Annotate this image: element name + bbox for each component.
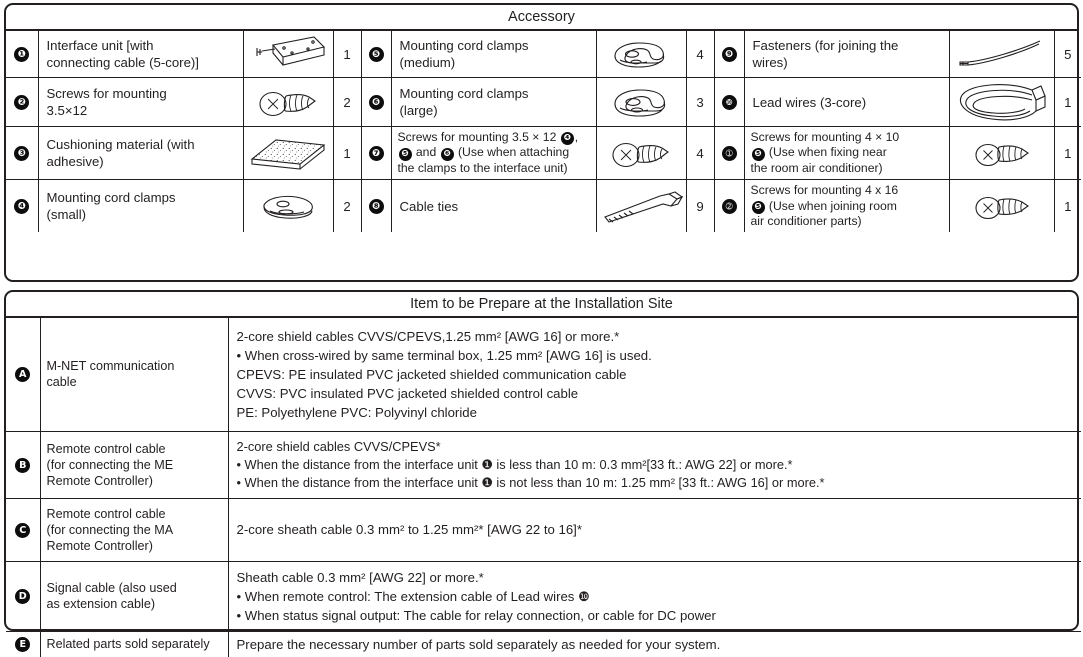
accessory-label-4-line2: (small) (46, 207, 87, 223)
accessory-label-11-line1: Screws for mounting 4 × 10 (750, 130, 900, 144)
circled-number-icon: ❷ (14, 95, 29, 110)
prepare-table-title: Item to be Prepare at the Installation Site (6, 292, 1077, 318)
accessory-marker-2 (6, 78, 38, 127)
circled-number-icon: ❾ (722, 47, 737, 62)
accessory-label-2-line2: 3.5×12 (46, 103, 88, 118)
accessory-qty-3: 1 (333, 127, 361, 180)
accessory-marker-12 (714, 180, 744, 233)
accessory-label-5 (391, 31, 596, 78)
accessory-label-9-line2: wires) (752, 55, 788, 70)
accessory-label-10 (744, 78, 949, 127)
cord-clamp-icon (596, 78, 686, 127)
cushion-pad-icon (243, 127, 333, 180)
accessory-label-8-line1: Cable ties (399, 198, 459, 214)
accessory-label-3-line1: Cushioning material (with (46, 137, 195, 153)
accessory-label-11-line2: (Use when fixing near (765, 145, 887, 160)
accessory-label-7: Screws for mounting 3.5 × 12 ❹ , ❺ and ❻ (Use when attaching the clamps to the interface unit) (391, 127, 596, 180)
prepare-name-d-line1: Signal cable (also used (46, 581, 177, 595)
accessory-qty-11: 1 (1054, 127, 1081, 180)
prepare-name-d (40, 561, 228, 631)
accessory-label-3-line2: adhesive) (46, 154, 104, 170)
tapping-screw-icon (596, 127, 686, 180)
spec-line: • When cross-wired by same terminal box, 1.25 mm² [AWG 16] is used. (236, 347, 652, 363)
accessory-label-11-line3: the room air conditioner) (750, 160, 883, 175)
prepare-name-e-line1: Related parts sold separately (46, 636, 210, 651)
accessory-label-1 (38, 31, 243, 78)
accessory-label-7-line3: (Use when attaching (454, 145, 570, 160)
circled-letter-icon: A (15, 367, 30, 382)
prepare-name-a-line1: M-NET communication (46, 359, 175, 374)
accessory-qty-8: 9 (686, 180, 714, 233)
spec-line: • When the distance from the interface unit ❶ is less than 10 m: 0.3 mm²[33 ft.: AWG 22] or more.* (236, 456, 793, 472)
spec-line: 2-core sheath cable 0.3 mm² to 1.25 mm²* [AWG 22 to 16]* (236, 522, 582, 537)
accessory-qty-7: 4 (686, 127, 714, 180)
circled-number-icon: ➀ (722, 146, 737, 161)
spec-line: 2-core shield cables CVVS/CPEVS* (236, 438, 441, 454)
circled-number-icon: ❸ (14, 146, 29, 161)
prepare-spec-e (228, 631, 1081, 657)
circled-number-icon: ❻ (441, 148, 454, 161)
accessory-label-2-line1: Screws for mounting (46, 86, 167, 101)
table-row (6, 631, 1081, 657)
accessory-marker-6 (361, 78, 391, 127)
prepare-marker-b (6, 431, 40, 498)
circled-number-icon: ➁ (722, 199, 737, 214)
pan-screw-icon (949, 127, 1054, 180)
accessory-label-12-line2: (Use when joining room (765, 198, 897, 213)
prepare-table-frame (4, 290, 1079, 652)
spec-line: PE: Polyethylene PVC: Polyvinyl chloride (236, 404, 477, 420)
circled-number-icon: ❽ (369, 199, 384, 214)
table-row (6, 318, 1081, 431)
accessory-label-7-line4: the clamps to the interface unit) (397, 160, 568, 175)
accessory-qty-12: 1 (1054, 180, 1081, 233)
accessory-label-4 (38, 180, 243, 233)
circled-letter-icon: C (15, 523, 30, 538)
circled-letter-icon: B (15, 458, 30, 473)
accessory-label-7-line2: and (412, 145, 440, 160)
prepare-spec-d (228, 561, 1081, 631)
prepare-name-b (40, 431, 228, 498)
accessory-qty-4: 2 (333, 180, 361, 233)
prepare-name-c (40, 498, 228, 561)
prepare-name-c-line3: Remote Controller) (46, 538, 153, 553)
circled-number-icon: ❺ (369, 47, 384, 62)
accessory-marker-11 (714, 127, 744, 180)
accessory-label-12-line1: Screws for mounting 4 x 16 (750, 183, 899, 198)
prepare-name-b-line2: (for connecting the ME (46, 457, 174, 472)
prepare-name-b-line1: Remote control cable (46, 441, 166, 456)
accessory-qty-6: 3 (686, 78, 714, 127)
circled-number-icon: ❶ (14, 47, 29, 62)
pan-screw-icon (949, 180, 1054, 233)
accessory-marker-7 (361, 127, 391, 180)
accessory-label-3 (38, 127, 243, 180)
prepare-name-c-line2: (for connecting the MA (46, 522, 174, 537)
circled-number-icon: ❼ (369, 146, 384, 161)
circled-letter-icon: D (15, 589, 30, 604)
cord-clamp-small-icon (243, 180, 333, 233)
circled-number-icon: ❿ (722, 95, 737, 110)
accessory-qty-1: 1 (333, 31, 361, 78)
cord-clamp-icon (596, 31, 686, 78)
accessory-label-10-line1: Lead wires (3-core) (752, 94, 867, 110)
table-row (6, 78, 1081, 127)
spec-line: Prepare the necessary number of parts sold separately as needed for your system. (236, 636, 721, 652)
prepare-marker-a (6, 318, 40, 431)
accessory-marker-5 (361, 31, 391, 78)
prepare-name-a-line2: cable (46, 375, 77, 390)
circled-number-icon: ❺ (399, 148, 412, 161)
table-row (6, 180, 1081, 233)
lead-wire-icon (949, 78, 1054, 127)
accessory-label-6 (391, 78, 596, 127)
table-row (6, 127, 1081, 180)
accessory-marker-1 (6, 31, 38, 78)
accessory-table-frame (4, 3, 1079, 282)
circled-number-icon: ❹ (561, 132, 574, 145)
accessory-label-7-line1: Screws for mounting 3.5 × 12 (397, 130, 560, 144)
accessory-table (6, 31, 1081, 232)
accessory-label-9 (744, 31, 949, 78)
accessory-label-2 (38, 78, 243, 127)
accessory-qty-2: 2 (333, 78, 361, 127)
accessory-label-12 (744, 180, 949, 233)
accessory-label-5-line2: (medium) (399, 55, 456, 70)
spec-line: CPEVS: PE insulated PVC jacketed shielded communication cable (236, 366, 627, 382)
table-row (6, 498, 1081, 561)
accessory-label-1-line1: Interface unit [with (46, 38, 154, 53)
accessory-label-4-line1: Mounting cord clamps (46, 190, 176, 206)
accessory-marker-3 (6, 127, 38, 180)
accessory-qty-9: 5 (1054, 31, 1081, 78)
prepare-table (6, 318, 1081, 657)
accessory-label-9-line1: Fasteners (for joining the (752, 38, 899, 53)
accessory-label-6-line1: Mounting cord clamps (399, 86, 529, 101)
circled-number-icon: ❻ (369, 95, 384, 110)
prepare-name-a (40, 318, 228, 431)
circled-letter-icon: E (15, 637, 30, 652)
accessory-label-5-line1: Mounting cord clamps (399, 38, 529, 53)
accessory-marker-4 (6, 180, 38, 233)
table-row (6, 31, 1081, 78)
accessory-label-6-line2: (large) (399, 103, 438, 118)
prepare-marker-e (6, 631, 40, 657)
accessory-qty-5: 4 (686, 31, 714, 78)
fastener-icon (949, 31, 1054, 78)
spec-line: CVVS: PVC insulated PVC jacketed shielded control cable (236, 385, 579, 401)
accessory-marker-9 (714, 31, 744, 78)
prepare-name-b-line3: Remote Controller) (46, 473, 153, 488)
spec-line: • When status signal output: The cable for relay connection, or cable for DC power (236, 607, 716, 623)
prepare-name-d-line2: as extension cable) (46, 597, 156, 611)
spec-line: Sheath cable 0.3 mm² [AWG 22] or more.* (236, 569, 484, 585)
cable-tie-icon (596, 180, 686, 233)
circled-number-icon: ❹ (14, 199, 29, 214)
prepare-spec-a (228, 318, 1081, 431)
accessory-marker-8 (361, 180, 391, 233)
accessory-label-8 (391, 180, 596, 233)
spec-line: 2-core shield cables CVVS/CPEVS,1.25 mm² [AWG 16] or more.* (236, 328, 620, 344)
spec-line: • When remote control: The extension cable of Lead wires ❿ (236, 588, 590, 604)
spec-line: • When the distance from the interface unit ❶ is not less than 10 m: 1.25 mm² [33 ft.: AWG 16] or more.* (236, 474, 825, 490)
accessory-label-1-line2: connecting cable (5-core)] (46, 55, 199, 70)
prepare-marker-c (6, 498, 40, 561)
accessory-label-12-line3: air conditioner parts) (750, 214, 862, 229)
prepare-marker-d (6, 561, 40, 631)
tapping-screw-icon (243, 78, 333, 127)
prepare-name-e (40, 631, 228, 657)
interface-unit-icon (243, 31, 333, 78)
table-row (6, 561, 1081, 631)
prepare-spec-b (228, 431, 1081, 498)
prepare-spec-c (228, 498, 1081, 561)
prepare-name-c-line1: Remote control cable (46, 506, 166, 521)
accessory-qty-10: 1 (1054, 78, 1081, 127)
accessory-label-11 (744, 127, 949, 180)
circled-number-icon: ❺ (752, 148, 765, 161)
table-row (6, 431, 1081, 498)
accessory-marker-10 (714, 78, 744, 127)
circled-number-icon: ❺ (752, 201, 765, 214)
accessory-table-title: Accessory (6, 5, 1077, 31)
